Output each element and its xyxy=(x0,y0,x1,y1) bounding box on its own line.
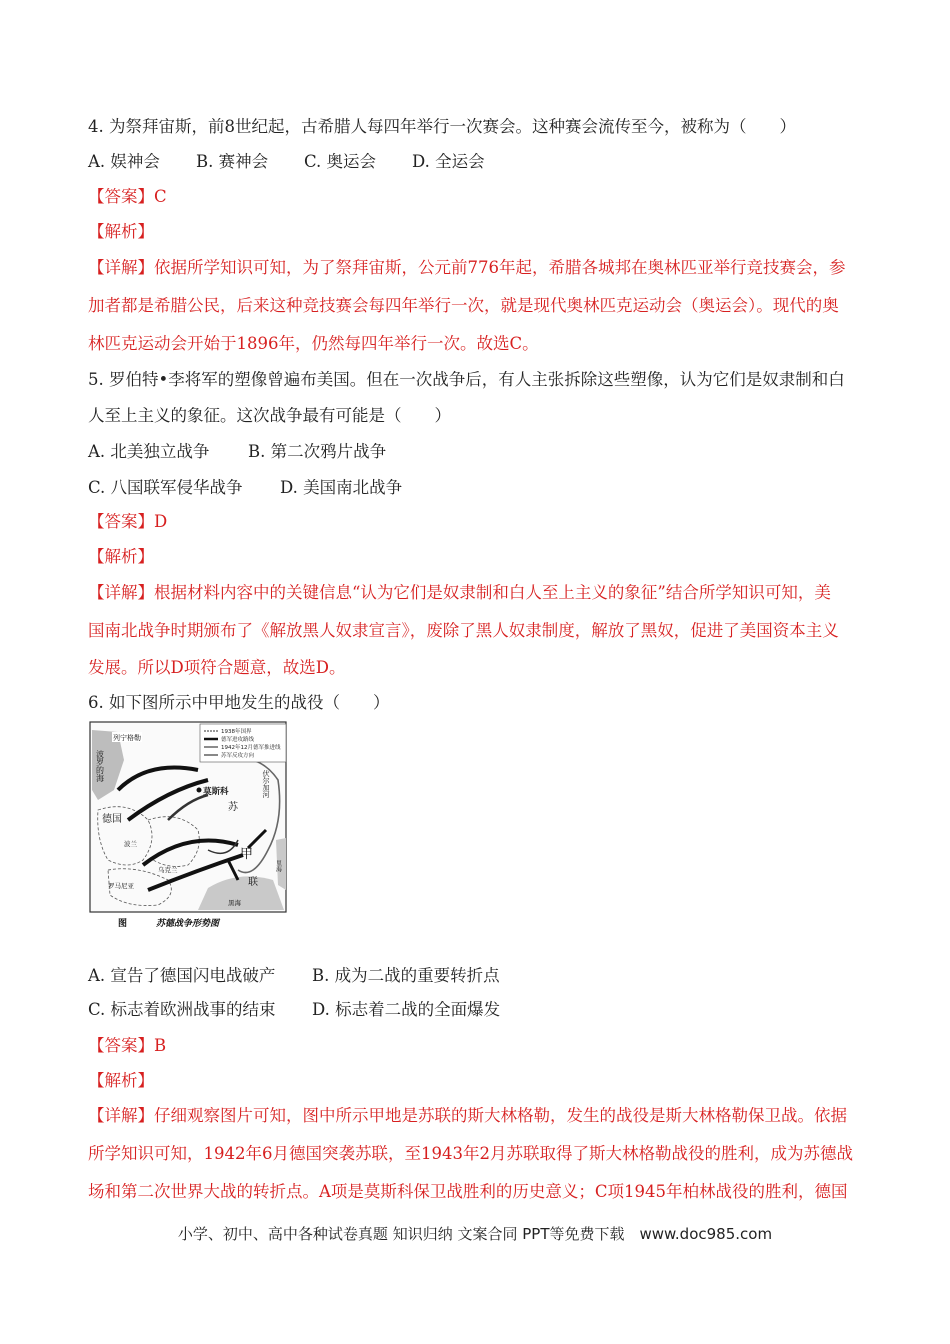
moscow-marker xyxy=(197,788,202,793)
soviet-label-1: 苏 xyxy=(228,802,238,813)
legend-label: 苏军反攻方向 xyxy=(221,753,255,759)
q5-option-c: C. 八国联军侵华战争 xyxy=(88,478,243,497)
q4-detail-line: 加者都是希腊公民，后来这种竞技赛会每四年举行一次，就是现代奥林匹克运动会（奥运会）。现代的奥 xyxy=(88,296,839,315)
caspian-sea-label: 里海 xyxy=(274,860,282,872)
q6-options-row xyxy=(88,965,500,987)
q5-answer: 【答案】D xyxy=(88,512,168,531)
war-map xyxy=(88,720,288,935)
black-sea-label: 黑海 xyxy=(228,899,241,907)
q5-stem: 5. 罗伯特•李将军的塑像曾遍布美国。但在一次战争后，有人主张拆除这些塑像，认为它们是奴隶制和白 xyxy=(88,370,845,389)
jia-label: 甲 xyxy=(240,847,254,862)
page-footer: 小学、初中、高中各种试卷真题 知识归纳 文案合同 PPT等免费下载 www.doc985.com xyxy=(177,1225,773,1243)
legend-label: 1942年12月德军推进线 xyxy=(221,745,281,751)
soviet-label-2: 联 xyxy=(248,877,258,888)
volga-label: 伏尔加河 xyxy=(262,770,270,798)
q5-options-row xyxy=(88,477,402,499)
q4-analysis-label: 【解析】 xyxy=(88,222,154,241)
q6-answer: 【答案】B xyxy=(88,1036,167,1055)
q4-detail-line: 林匹克运动会开始于1896年，仍然每四年举行一次。故选C。 xyxy=(88,334,539,353)
q4-option-a: A. 娱神会 xyxy=(88,152,160,171)
q4-option-c: C. 奥运会 xyxy=(304,152,377,171)
q4-option-b: B. 赛神会 xyxy=(196,152,269,171)
legend-label: 1938年国界 xyxy=(221,729,252,735)
q6-options-row xyxy=(88,999,500,1021)
ukraine-label: 乌克兰 xyxy=(158,866,178,874)
q6-detail-line: 所学知识可知，1942年6月德国突袭苏联，至1943年2月苏联取得了斯大林格勒战役的胜利，成为苏德战 xyxy=(88,1144,853,1163)
map-caption-prefix: 图 xyxy=(118,919,128,929)
q5-option-d: D. 美国南北战争 xyxy=(280,478,403,497)
q6-analysis-label: 【解析】 xyxy=(88,1071,154,1090)
q6-option-b: B. 成为二战的重要转折点 xyxy=(312,966,500,985)
map-caption: 苏德战争形势图 xyxy=(156,919,220,929)
q6-option-c: C. 标志着欧洲战事的结束 xyxy=(88,1000,276,1019)
q6-detail-line: 【详解】仔细观察图片可知，图中所示甲地是苏联的斯大林格勒，发生的战役是斯大林格勒保卫战。依据 xyxy=(88,1106,847,1125)
germany-label: 德国 xyxy=(102,814,122,825)
q5-detail-line: 【详解】根据材料内容中的关键信息“认为它们是奴隶制和白人至上主义的象征”结合所学知识可知，美 xyxy=(88,583,831,602)
q6-stem: 6. 如下图所示中甲地发生的战役（ ） xyxy=(88,693,390,712)
q5-stem: 人至上主义的象征。这次战争最有可能是（ ） xyxy=(88,406,451,425)
q6-option-d: D. 标志着二战的全面爆发 xyxy=(312,1000,501,1019)
baltic-sea-label: 波罗的海 xyxy=(95,750,105,782)
q5-options-row xyxy=(88,441,386,463)
q4-stem: 4. 为祭拜宙斯，前8世纪起，古希腊人每四年举行一次赛会。这种赛会流传至今，被称为（ ） xyxy=(88,117,796,136)
q5-option-b: B. 第二次鸦片战争 xyxy=(248,442,387,461)
poland-label: 波兰 xyxy=(124,840,137,848)
q4-options xyxy=(88,151,485,173)
legend-label: 德军进攻路线 xyxy=(221,737,255,743)
leningrad-label: 列宁格勒 xyxy=(113,734,141,742)
q6-detail-line: 场和第二次世界大战的转折点。A项是莫斯科保卫战胜利的历史意义；C项1945年柏林战役的胜利，德国 xyxy=(88,1182,848,1201)
q5-detail-line: 发展。所以D项符合题意，故选D。 xyxy=(88,658,346,677)
romania-label: 罗马尼亚 xyxy=(108,882,134,890)
q4-answer: 【答案】C xyxy=(88,187,167,206)
q4-option-d: D. 全运会 xyxy=(412,152,485,171)
q5-detail-line: 国南北战争时期颁布了《解放黑人奴隶宣言》，废除了黑人奴隶制度，解放了黑奴，促进了美国资本主义 xyxy=(88,621,839,640)
moscow-label: 莫斯科 xyxy=(203,787,229,797)
q5-analysis-label: 【解析】 xyxy=(88,547,154,566)
q4-detail-line: 【详解】依据所学知识可知，为了祭拜宙斯，公元前776年起，希腊各城邦在奥林匹亚举行竞技赛会，参 xyxy=(88,258,846,277)
q6-option-a: A. 宣告了德国闪电战破产 xyxy=(88,966,276,985)
q5-option-a: A. 北美独立战争 xyxy=(88,442,210,461)
